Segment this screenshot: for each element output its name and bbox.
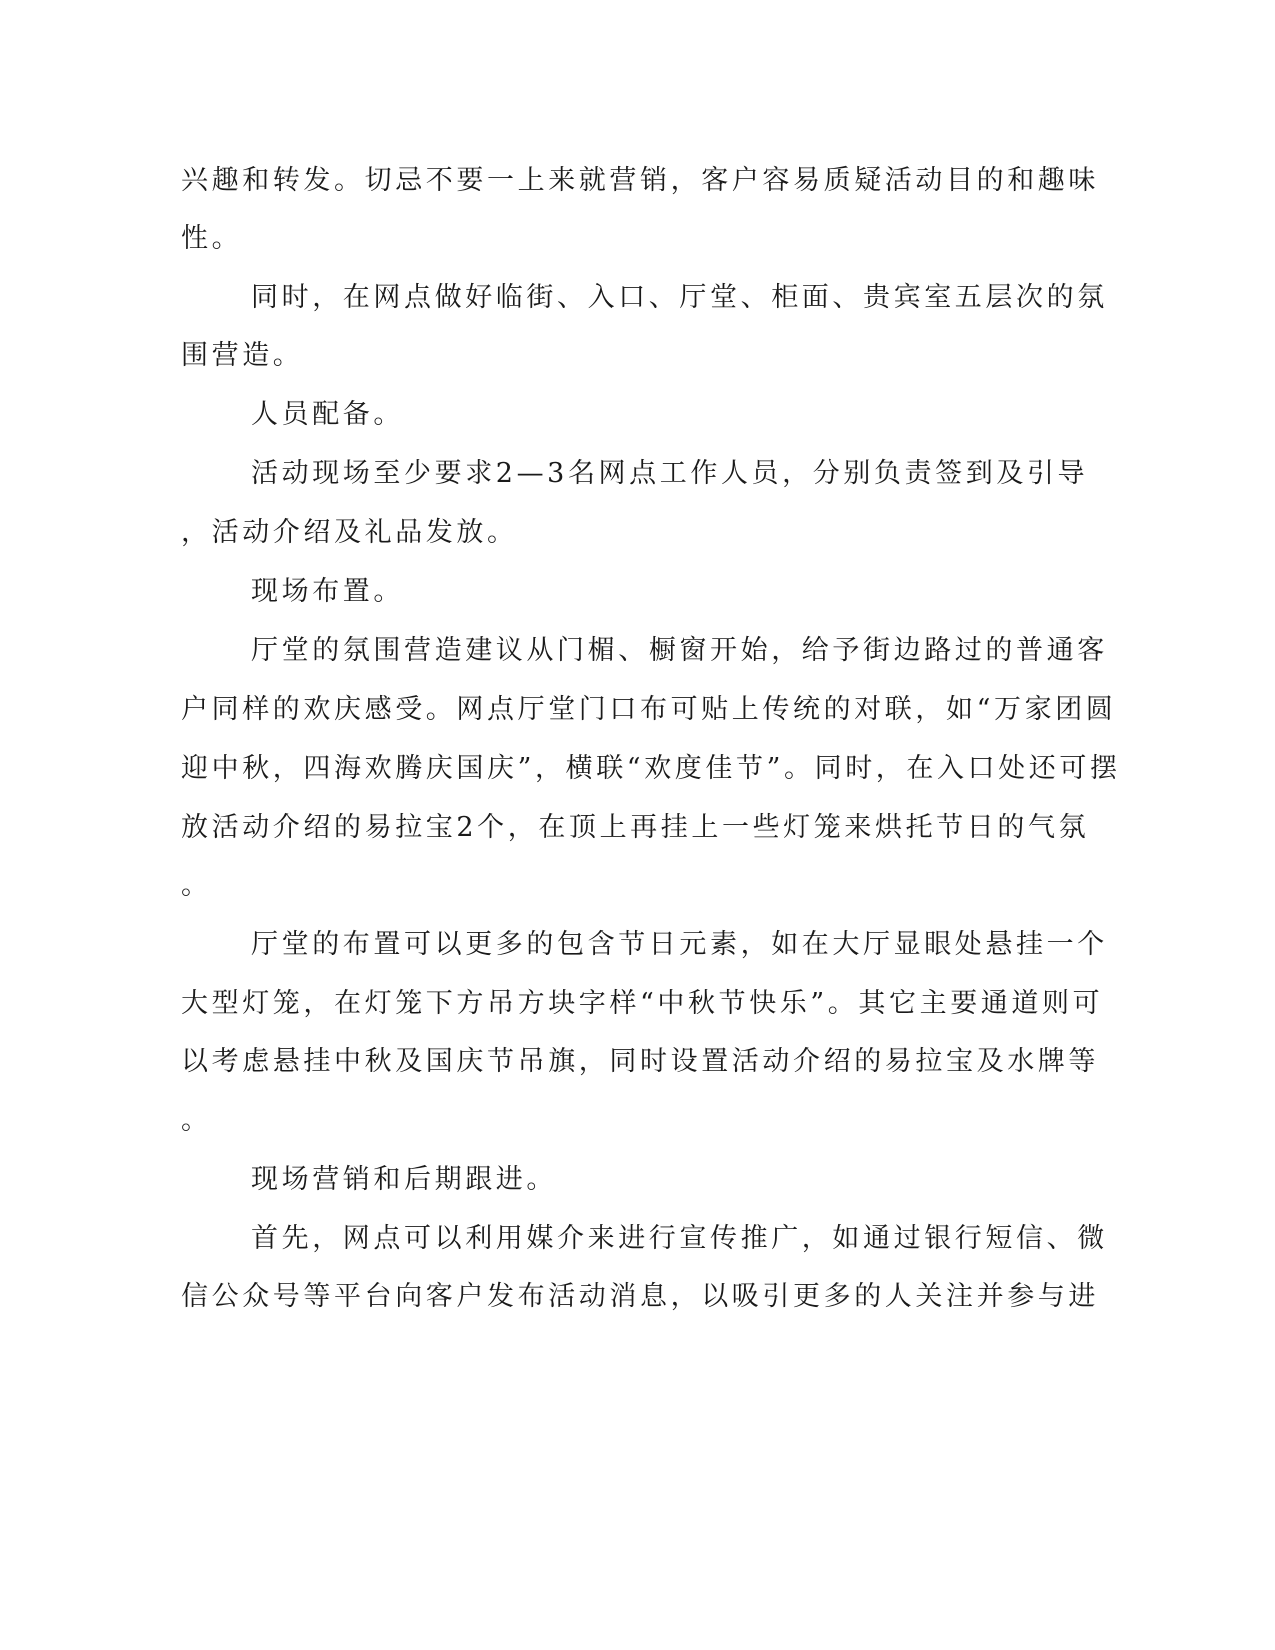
text-line-20: 信公众号等平台向客户发布活动消息，以吸引更多的人关注并参与进 — [181, 1281, 1099, 1312]
text-line-13: 。 — [181, 870, 212, 901]
text-line-2: 性。 — [181, 223, 243, 254]
text-line-11: 迎中秋，四海欢腾庆国庆”，横联“欢度佳节”。同时，在入口处还可摆 — [181, 753, 1121, 784]
text-line-10: 户同样的欢庆感受。网点厅堂门口布可贴上传统的对联，如“万家团圆 — [181, 694, 1117, 725]
text-line-6: 活动现场至少要求2—3名网点工作人员，分别负责签到及引导 — [251, 458, 1089, 489]
text-line-1: 兴趣和转发。切忌不要一上来就营销，客户容易质疑活动目的和趣味 — [181, 165, 1099, 196]
text-line-17: 。 — [181, 1105, 212, 1136]
text-line-16: 以考虑悬挂中秋及国庆节吊旗，同时设置活动介绍的易拉宝及水牌等 — [181, 1046, 1099, 1077]
text-line-18: 现场营销和后期跟进。 — [251, 1164, 557, 1195]
text-line-4: 围营造。 — [181, 340, 304, 371]
text-line-19: 首先，网点可以利用媒介来进行宣传推广，如通过银行短信、微 — [251, 1223, 1108, 1254]
text-line-7: ，活动介绍及礼品发放。 — [181, 517, 518, 548]
text-line-15: 大型灯笼，在灯笼下方吊方块字样“中秋节快乐”。其它主要通道则可 — [181, 988, 1104, 1019]
text-line-12: 放活动介绍的易拉宝2个，在顶上再挂上一些灯笼来烘托节日的气氛 — [181, 812, 1090, 843]
text-line-5: 人员配备。 — [251, 399, 404, 430]
text-line-14: 厅堂的布置可以更多的包含节日元素，如在大厅显眼处悬挂一个 — [251, 929, 1108, 960]
text-line-9: 厅堂的氛围营造建议从门楣、橱窗开始，给予街边路过的普通客 — [251, 635, 1108, 666]
text-line-8: 现场布置。 — [251, 576, 404, 607]
text-line-3: 同时，在网点做好临街、入口、厅堂、柜面、贵宾室五层次的氛 — [251, 282, 1108, 313]
